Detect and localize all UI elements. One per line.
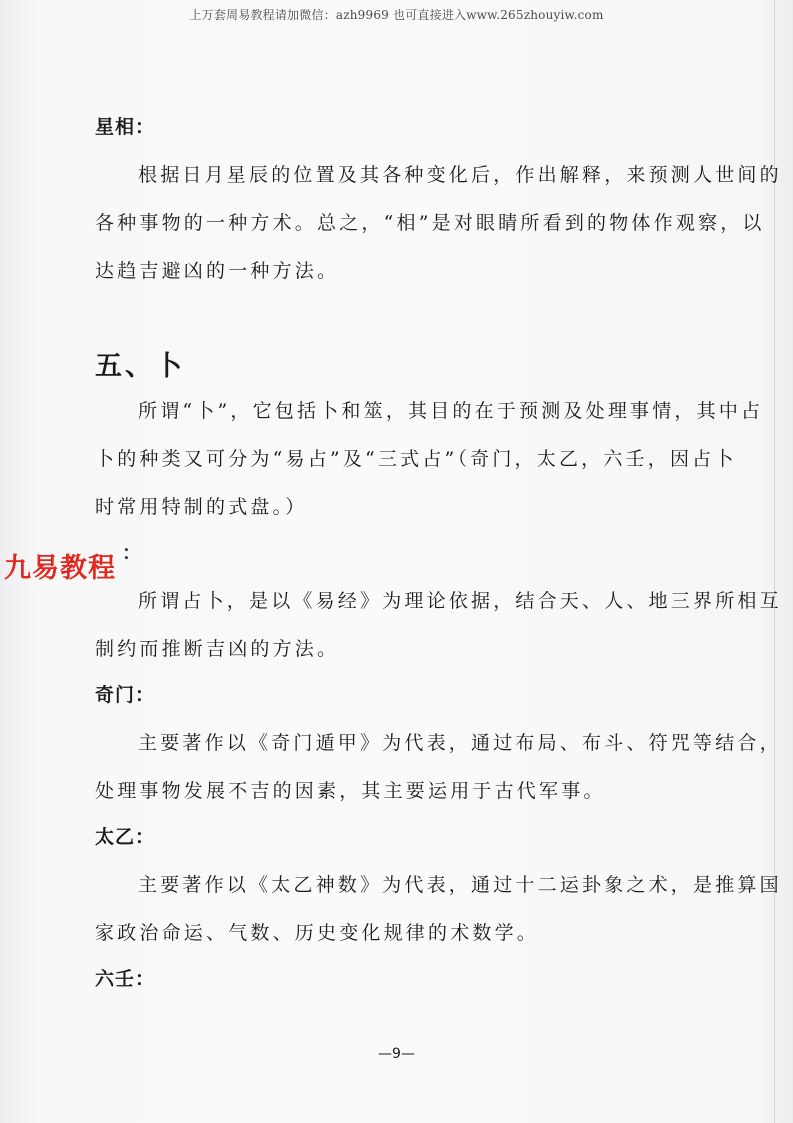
heading-taiyi: 太乙： <box>95 826 156 848</box>
paragraph-line: 时常用特制的式盘。） <box>95 496 308 518</box>
paragraph-line: 制约而推断吉凶的方法。 <box>95 638 340 660</box>
heading-xingxiang: 星相： <box>95 116 156 138</box>
section-title-bu: 五、卜 <box>95 351 185 382</box>
paragraph-line: 卜的种类又可分为“易占”及“三式占”（奇门，太乙，六壬，因占卜 <box>95 448 737 470</box>
page-number: —9— <box>378 1046 415 1062</box>
paragraph-line: 主要著作以《太乙神数》为代表，通过十二运卦象之术，是推算国 <box>138 874 782 896</box>
red-stamp-logo: 九易教程 <box>4 553 116 584</box>
watermark-text: 上万套周易教程请加微信：azh9969 也可直接进入www.265zhouyiw.com <box>189 8 604 22</box>
heading-yizhan-fragment: ： <box>122 542 142 564</box>
heading-qimen: 奇门： <box>95 684 156 706</box>
paragraph-line: 根据日月星辰的位置及其各种变化后，作出解释，来预测人世间的 <box>138 164 782 186</box>
paragraph-line: 各种事物的一种方术。总之，“相”是对眼睛所看到的物体作观察，以 <box>95 212 765 234</box>
paragraph-line: 处理事物发展不吉的因素，其主要运用于古代军事。 <box>95 780 606 802</box>
heading-liuren: 六壬： <box>95 968 156 990</box>
paragraph-line: 主要著作以《奇门遁甲》为代表，通过布局、布斗、符咒等结合， <box>138 732 782 754</box>
paragraph-line: 家政治命运、气数、历史变化规律的术数学。 <box>95 922 540 944</box>
paragraph-line: 所谓“卜”，它包括卜和筮，其目的在于预测及处理事情，其中占 <box>138 400 764 422</box>
paragraph-line: 所谓占卜，是以《易经》为理论依据，结合天、人、地三界所相互 <box>138 590 782 612</box>
paragraph-line: 达趋吉避凶的一种方法。 <box>95 260 340 282</box>
